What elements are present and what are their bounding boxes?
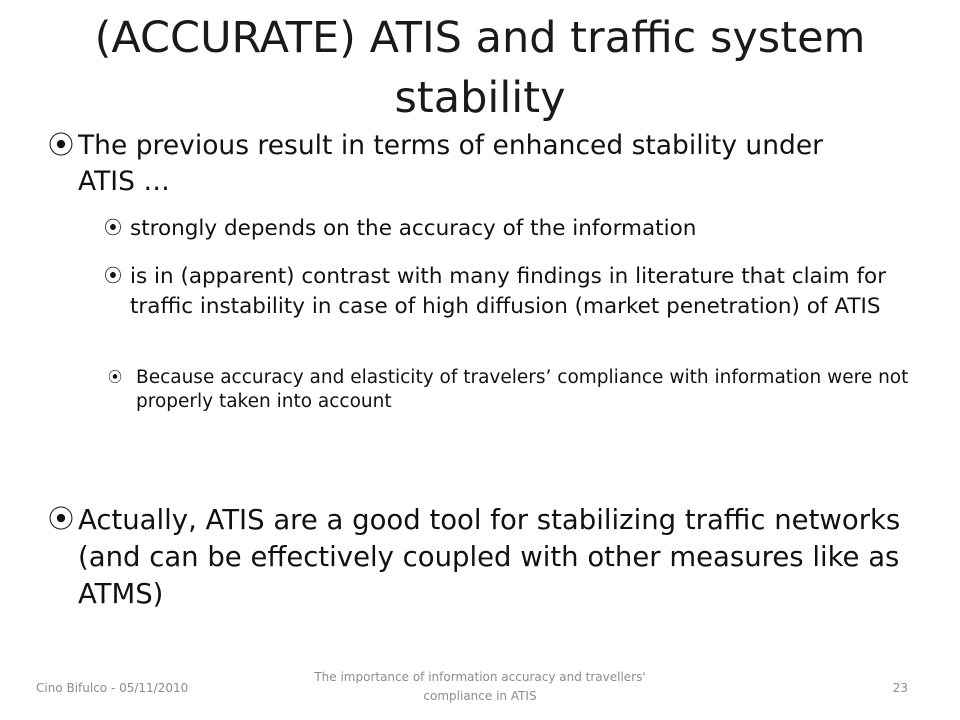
slide-number: 23 bbox=[892, 681, 908, 695]
bullet-text: strongly depends on the accuracy of the information bbox=[130, 216, 697, 241]
bullet-text: The previous result in terms of enhanced stability under ATIS … bbox=[78, 130, 824, 197]
footer-presentation-title: The importance of information accuracy and travellers' compliance in ATIS bbox=[314, 670, 646, 703]
bullet-text: is in (apparent) contrast with many findings in literature that claim for traffic instability in case of high diffusion (market penetration) of ATIS bbox=[130, 264, 887, 319]
circled-dot-bullet-icon: ⦿ bbox=[48, 505, 75, 535]
circled-dot-bullet-icon: ⦿ bbox=[108, 370, 122, 386]
slide-title: (ACCURATE) ATIS and traffic system stability bbox=[94, 13, 866, 123]
bullet-text: Actually, ATIS are a good tool for stabilizing traffic networks (and can be effectively coupled with other measures like as ATMS) bbox=[78, 504, 901, 610]
bullet-text: Because accuracy and elasticity of travelers’ compliance with information were not properly taken into account bbox=[136, 367, 909, 412]
footer-author-date: Cino Bifulco - 05/11/2010 bbox=[36, 681, 189, 695]
circled-dot-bullet-icon: ⦿ bbox=[104, 218, 122, 239]
circled-dot-bullet-icon: ⦿ bbox=[104, 266, 122, 287]
circled-dot-bullet-icon: ⦿ bbox=[48, 131, 75, 161]
